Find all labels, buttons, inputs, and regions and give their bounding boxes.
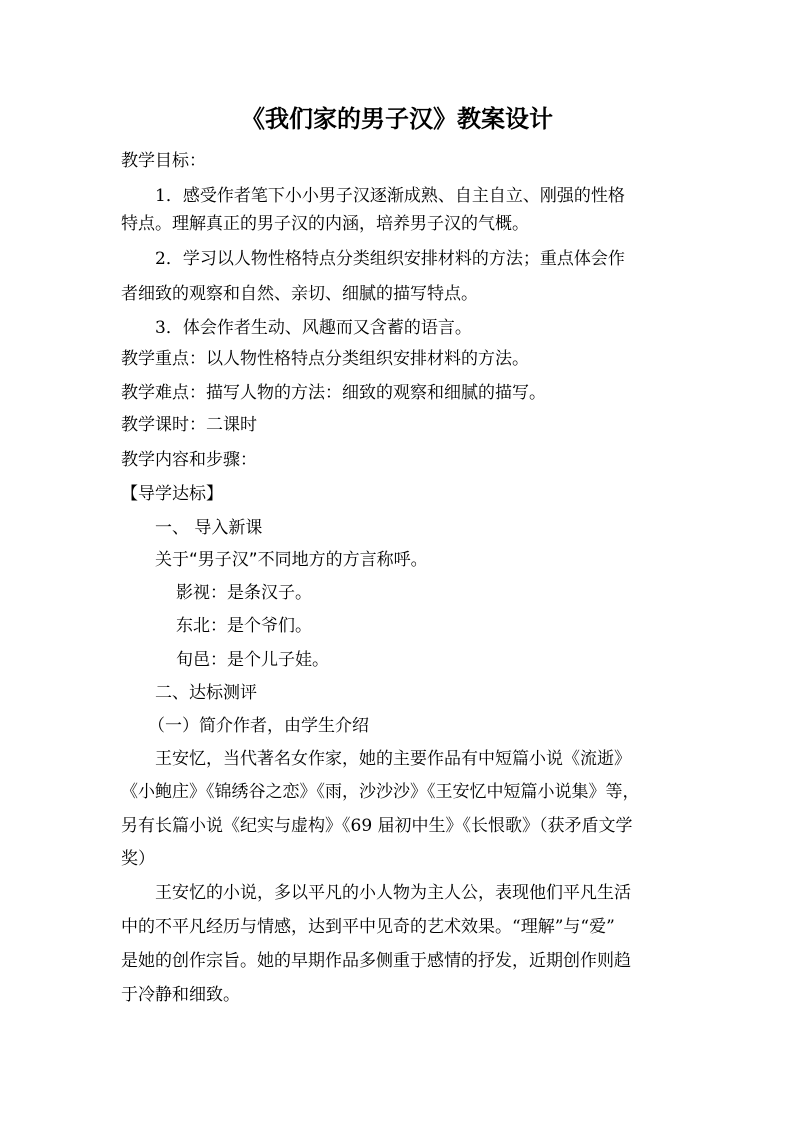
dialect-item-3: 旬邑：是个儿子娃。 (176, 650, 329, 670)
goal-1-line-2: 特点。理解真正的男子汉的内涵，培养男子汉的气概。 (121, 214, 529, 234)
steps-heading: 教学内容和步骤： (121, 450, 257, 470)
class-hours: 教学课时：二课时 (121, 415, 257, 435)
author-paragraph-2-line-3: 是她的创作宗旨。她的早期作品多侧重于感情的抒发，近期创作则趋 (121, 951, 631, 971)
goal-3: 3．体会作者生动、风趣而又含蓄的语言。 (155, 318, 472, 338)
goal-2-line-1: 2．学习以人物性格特点分类组织安排材料的方法；重点体会作 (155, 249, 625, 269)
difficulty: 教学难点：描写人物的方法：细致的观察和细腻的描写。 (121, 383, 546, 403)
part-1-heading: 一、 导入新课 (155, 518, 263, 538)
goals-heading: 教学目标： (121, 151, 206, 171)
sub-1-heading: （一）简介作者，由学生介绍 (148, 716, 369, 736)
author-paragraph-1-line-2: 《小鲍庄》《锦绣谷之恋》《雨，沙沙沙》《王安忆中短篇小说集》等， (121, 782, 640, 802)
key-point: 教学重点：以人物性格特点分类组织安排材料的方法。 (121, 349, 529, 369)
dialect-item-2: 东北：是个爷们。 (176, 616, 312, 636)
author-paragraph-1-line-1: 王安忆，当代著名女作家，她的主要作品有中短篇小说《流逝》 (155, 749, 631, 769)
goal-2-line-2: 者细致的观察和自然、亲切、细腻的描写特点。 (121, 284, 478, 304)
dialect-item-1: 影视：是条汉子。 (176, 583, 312, 603)
author-paragraph-1-line-4: 奖） (121, 849, 155, 869)
dialect-intro: 关于“男子汉”不同地方的方言称呼。 (155, 550, 428, 570)
goal-1-line-1: 1．感受作者笔下小小男子汉逐渐成熟、自主自立、刚强的性格 (155, 186, 625, 206)
document-title: 《我们家的男子汉》教案设计 (241, 105, 553, 133)
part-2-heading: 二、达标测评 (155, 683, 257, 703)
author-paragraph-1-line-3: 另有长篇小说《纪实与虚构》《69 届初中生》《长恨歌》（获矛盾文学 (121, 816, 633, 836)
author-paragraph-2-line-4: 于冷静和细致。 (121, 985, 240, 1005)
author-paragraph-2-line-2: 中的不平凡经历与情感，达到平中见奇的艺术效果。“理解”与“爱” (121, 917, 615, 937)
section-heading: 【导学达标】 (121, 484, 223, 504)
author-paragraph-2-line-1: 王安忆的小说，多以平凡的小人物为主人公，表现他们平凡生活 (155, 883, 631, 903)
